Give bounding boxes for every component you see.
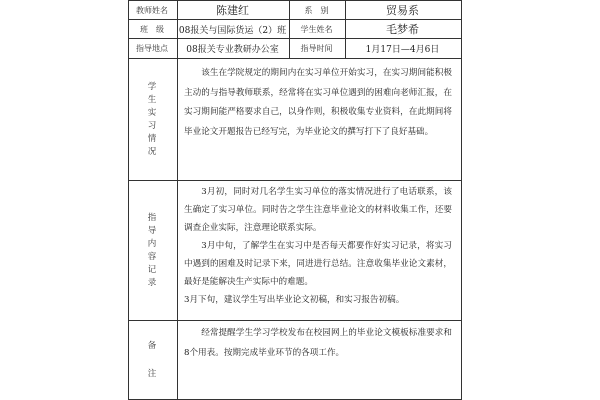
location-value: 08报关专业教研办公室	[186, 45, 279, 55]
remarks-section-label	[128, 321, 176, 399]
guidance-paragraph: 3月下旬，建议学生写出毕业论文初稿，和实习报告初稿。	[184, 295, 405, 305]
dept-value: 贸易系	[386, 4, 419, 17]
remarks-text	[184, 323, 452, 363]
student-label: 学生姓名	[300, 24, 333, 34]
label-char: 注	[147, 369, 157, 379]
label-char: 内	[147, 238, 157, 249]
rule	[129, 320, 461, 321]
label-char: 况	[147, 146, 157, 157]
label-char: 生	[147, 94, 157, 105]
internship-text	[184, 64, 452, 142]
time-label: 指导时间	[300, 44, 333, 53]
rule	[177, 58, 178, 399]
time-value: 1月17日—4月6日	[365, 45, 440, 55]
remarks-paragraph: 经常提醒学生学习学校发布在校园网上的毕业论文模板标准要求和8个用表。按期完成毕业环节的各项工作。	[184, 328, 452, 358]
internship-section-label	[128, 59, 176, 180]
label-char: 情	[147, 133, 157, 144]
dept-label: 系 别	[304, 5, 329, 15]
rule	[129, 180, 461, 181]
guidance-paragraph: 3月中旬，了解学生在实习中是否每天都要作好实习记录，将实习中遇到的困难及时记录下来，同进进行总结。注意收集毕业论文素材，最好是能解决生产实际中的难题。	[184, 241, 452, 287]
label-char: 实	[147, 107, 157, 118]
label-char: 录	[147, 277, 157, 288]
class-value: 08报关与国际货运（2）班	[178, 25, 287, 36]
label-char: 学	[147, 81, 157, 92]
teacher-label: 教师姓名	[136, 5, 168, 15]
guidance-text	[184, 183, 452, 309]
label-char: 指	[147, 212, 157, 223]
location-label: 指导地点	[136, 44, 168, 53]
class-label: 班 级	[140, 24, 164, 34]
label-char: 容	[147, 251, 157, 262]
guidance-record-form	[128, 0, 460, 400]
student-name: 毛梦希	[386, 23, 419, 36]
guidance-section-label	[128, 181, 176, 320]
teacher-name: 陈建红	[216, 4, 249, 17]
label-char: 导	[147, 225, 157, 236]
label-char: 备	[147, 341, 157, 351]
guidance-paragraph: 3月初，同时对几名学生实习单位的落实情况进行了电话联系，该生确定了实习单位。同时告之学生注意毕业论文的材料收集工作，还要调查企业实际，注意理论联系实际。	[184, 187, 452, 233]
label-char: 记	[147, 264, 157, 275]
label-char: 习	[147, 120, 157, 131]
rule	[129, 58, 461, 59]
internship-paragraph: 该生在学院规定的期间内在实习单位开始实习，在实习期间能积极主动的与指导教师联系，经常将在实习单位遇到的困难向老师汇报，在实习期间能严格要求自己，以身作则，积极收集专业资料，在此期间将毕业论文开题报告已经写完，为毕业论文的撰写打下了良好基础。	[184, 68, 452, 137]
